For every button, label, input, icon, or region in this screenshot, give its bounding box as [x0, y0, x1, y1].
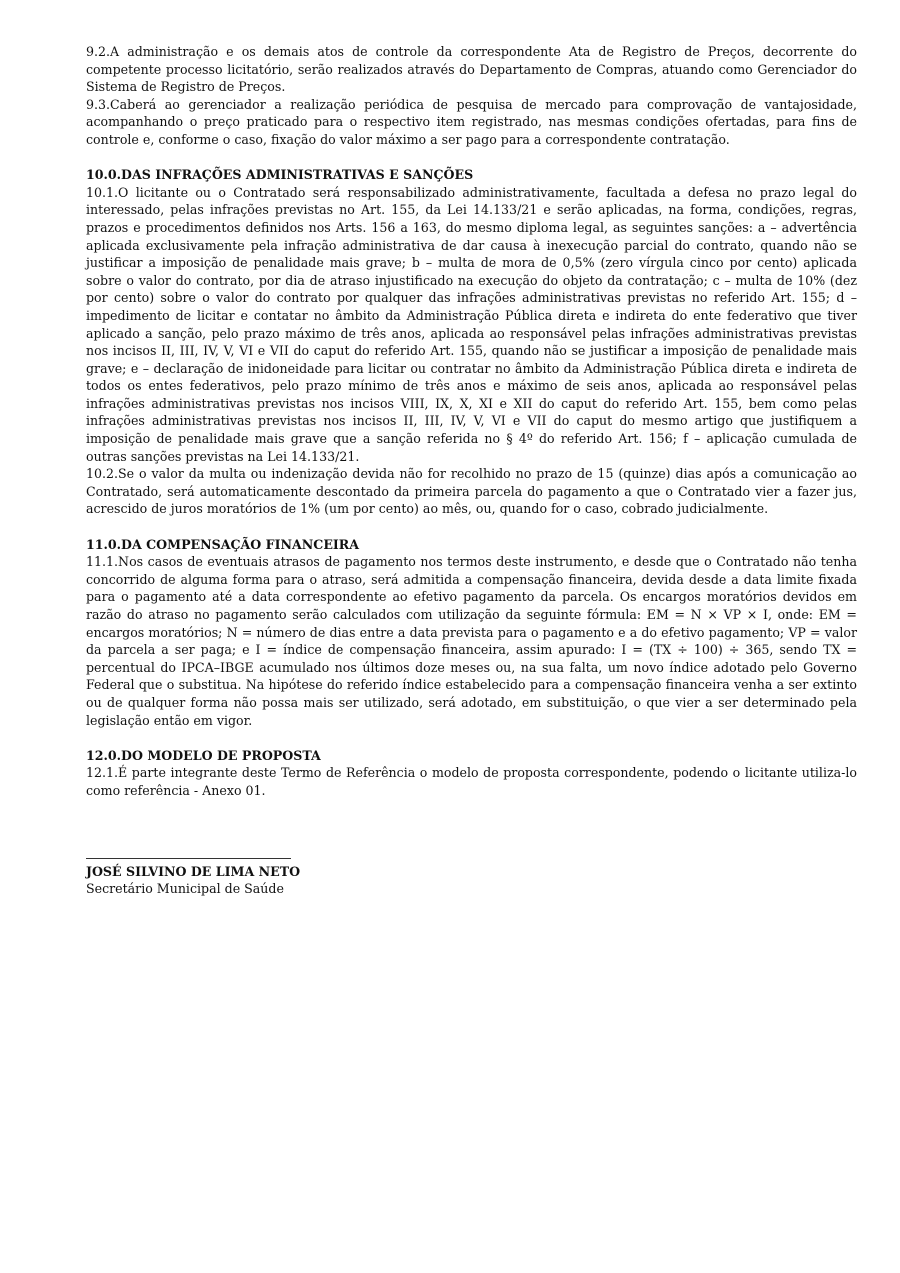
document-page — [86, 43, 857, 898]
paragraph-11-1: 11.1.Nos casos de eventuais atrasos de pagamento nos termos deste instrumento, e desde que o Contratado não tenha concorrido de alguma forma para o atraso, será admitida a compensação financeira, devida desde a data limite fixada para o pagamento até a data correspondente ao efetivo pagamento da parcela. Os encargos moratórios devidos em razão do atraso no pagamento serão calculados com utilização da seguinte fórmula: EM = N × VP × I, onde: EM = encargos moratórios; N = número de dias entre a data prevista para o pagamento e a do efetivo pagamento; VP = valor da parcela a ser paga; e I = índice de compensação financeira, assim apurado: I = (TX ÷ 100) ÷ 365, sendo TX = percentual do IPCA–IBGE acumulado nos últimos doze meses ou, na sua falta, um novo índice adotado pelo Governo Federal que o substitua. Na hipótese do referido índice estabelecido para a compensação financeira venha a ser extinto ou de qualquer forma não possa mais ser utilizado, será adotado, em substituição, o que vier a ser determinado pela legislação então em vigor. — [86, 554, 857, 728]
paragraph-10-2: 10.2.Se o valor da multa ou indenização devida não for recolhido no prazo de 15 (quinze) dias após a comunicação ao Contratado, será automaticamente descontado da primeira parcela do pagamento a que o Contratado vier a fazer jus, acrescido de juros moratórios de 1% (um por cento) ao mês, ou, quando for o caso, cobrado judicialmente. — [86, 466, 857, 517]
paragraph-9-2: 9.2.A administração e os demais atos de controle da correspondente Ata de Registro de Preços, decorrente do competente processo licitatório, serão realizados através do Departamento de Compras, atuando como Gerenciador do Sistema de Registro de Preços. — [86, 44, 857, 95]
section-modelo-proposta — [86, 747, 857, 800]
signature-line — [86, 858, 291, 859]
section-title-12: 12.0.DO MODELO DE PROPOSTA — [86, 747, 321, 763]
paragraph-10-1: 10.1.O licitante ou o Contratado será responsabilizado administrativamente, facultada a defesa no prazo legal do interessado, pelas infrações previstas no Art. 155, da Lei 14.133/21 e serão aplicadas, na forma, condições, regras, prazos e procedimentos definidos nos Arts. 156 a 163, do mesmo diploma legal, as seguintes sanções: a – advertência aplicada exclusivamente pela infração administrativa de dar causa à inexecução parcial do contrato, quando não se justificar a imposição de penalidade mais grave; b – multa de mora de 0,5% (zero vírgula cinco por cento) aplicada sobre o valor do contrato, por dia de atraso injustificado na execução do objeto da contratação; c – multa de 10% (dez por cento) sobre o valor do contrato por qualquer das infrações administrativas previstas no referido Art. 155; d – impedimento de licitar e contatar no âmbito da Administração Pública direta e indireta do ente federativo que tiver aplicado a sanção, pelo prazo máximo de três anos, aplicada ao responsável pelas infrações administrativas previstas nos incisos II, III, IV, V, VI e VII do caput do referido Art. 155, quando não se justificar a imposição de penalidade mais grave; e – declaração de inidoneidade para licitar ou contratar no âmbito da Administração Pública direta e indireta de todos os entes federativos, pelo prazo mínimo de três anos e máximo de seis anos, aplicada ao responsável pelas infrações administrativas previstas nos incisos VIII, IX, X, XI e XII do caput do referido Art. 155, bem como pelas infrações administrativas previstas nos incisos II, III, IV, V, VI e VII do caput do mesmo artigo que justifiquem a imposição de penalidade mais grave que a sanção referida no § 4º do referido Art. 156; f – aplicação cumulada de outras sanções previstas na Lei 14.133/21. — [86, 184, 857, 464]
signatory-name: JOSÉ SILVINO DE LIMA NETO — [86, 863, 301, 879]
paragraph-12-1: 12.1.É parte integrante deste Termo de Referência o modelo de proposta correspondente, podendo o licitante utiliza-lo como referência - Anexo 01. — [86, 765, 857, 798]
section-infracoes — [86, 166, 857, 518]
section-title-11: 11.0.DA COMPENSAÇÃO FINANCEIRA — [86, 536, 360, 552]
paragraph-9-3: 9.3.Caberá ao gerenciador a realização periódica de pesquisa de mercado para comprovação de vantajosidade, acompanhando o preço praticado para o respectivo item registrado, nas mesmas condições ofertadas, para fins de controle e, conforme o caso, fixação do valor máximo a ser pago para a correspondente contratação. — [86, 96, 857, 147]
section-compensacao — [86, 536, 857, 730]
signature-block — [86, 858, 857, 898]
section-title-10: 10.0.DAS INFRAÇÕES ADMINISTRATIVAS E SANÇÕES — [86, 167, 474, 183]
signatory-role: Secretário Municipal de Saúde — [86, 881, 284, 897]
